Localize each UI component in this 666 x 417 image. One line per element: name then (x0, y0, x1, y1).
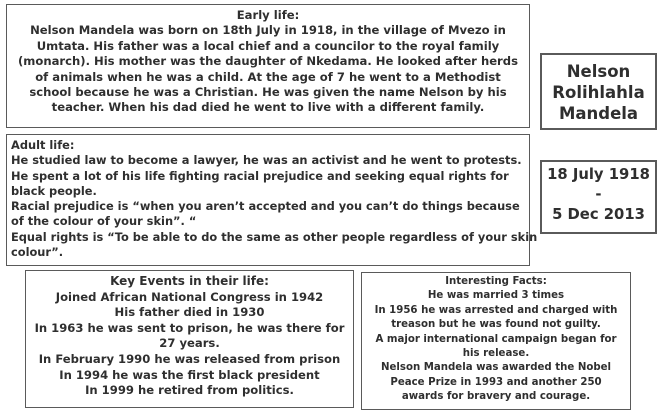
early-life-line: teacher. When his dad died he went to live with a different family. (51, 100, 485, 115)
early-life-line: Nelson Mandela was born on 18th July in 1918, in the village of Mvezo in (30, 23, 506, 38)
key-event-line: His father died in 1930 (114, 305, 265, 320)
early-life-box (6, 4, 530, 128)
key-event-line: In February 1990 he was released from prison (38, 351, 341, 366)
early-life-line: Umtata. His father was a local chief and a councilor to the royal family (36, 38, 500, 53)
adult-life-line: colour”. (11, 245, 64, 260)
date-separator: - (595, 186, 602, 203)
name-line: Mandela (558, 104, 639, 123)
interesting-facts-title: Interesting Facts: (445, 276, 547, 287)
adult-life-line: Equal rights is “To be able to do the same as other people regardless of your skin (11, 229, 538, 244)
key-events-title: Key Events in their life: (110, 274, 269, 288)
adult-life-line: Racial prejudice is “when you aren’t accepted and you can’t do things because (11, 199, 520, 214)
name-line: Nelson (566, 62, 631, 81)
adult-life-line: of the colour of your skin”. “ (11, 214, 197, 229)
key-event-line: 27 years. (159, 336, 220, 351)
early-life-line: school because he was a Christian. He was given the name Nelson by his (29, 85, 507, 100)
adult-life-box (6, 134, 538, 266)
adult-life-line: He spent a lot of his life fighting racial prejudice and seeking equal rights for (11, 168, 509, 183)
early-life-line: (monarch). His mother was the daughter of Nkedama. He looked after herds (18, 54, 518, 69)
adult-life-line: black people. (11, 183, 97, 198)
adult-life-line: He studied law to become a lawyer, he was an activist and he went to protests. (11, 153, 522, 168)
key-event-line: In 1963 he was sent to prison, he was there for (34, 320, 345, 335)
birth-date: 18 July 1918 (547, 166, 650, 183)
name-box (540, 53, 657, 130)
early-life-title: Early life: (236, 8, 300, 22)
adult-life-title: Adult life: (11, 138, 75, 152)
fact-line: treason but he was found not guilty. (391, 319, 601, 331)
name-line: Rolihlahla (552, 83, 645, 102)
key-events-box (25, 270, 354, 408)
death-date: 5 Dec 2013 (552, 206, 645, 223)
key-event-line: In 1994 he was the first black president (59, 367, 320, 382)
dates-box (540, 160, 657, 234)
fact-line: A major international campaign began for (375, 333, 617, 345)
key-event-line: Joined African National Congress in 1942 (55, 289, 324, 304)
fact-line: awards for bravery and courage. (401, 391, 591, 403)
fact-line: his release. (462, 348, 530, 360)
interesting-facts-box (361, 272, 631, 410)
key-event-line: In 1999 he retired from politics. (85, 383, 294, 398)
early-life-line: of animals when he was a child. At the age of 7 he went to a Methodist (35, 69, 501, 84)
fact-line: Peace Prize in 1993 and another 250 (390, 376, 602, 388)
fact-line: Nelson Mandela was awarded the Nobel (380, 362, 612, 374)
fact-line: In 1956 he was arrested and charged with (374, 304, 618, 316)
fact-line: He was married 3 times (427, 290, 565, 302)
